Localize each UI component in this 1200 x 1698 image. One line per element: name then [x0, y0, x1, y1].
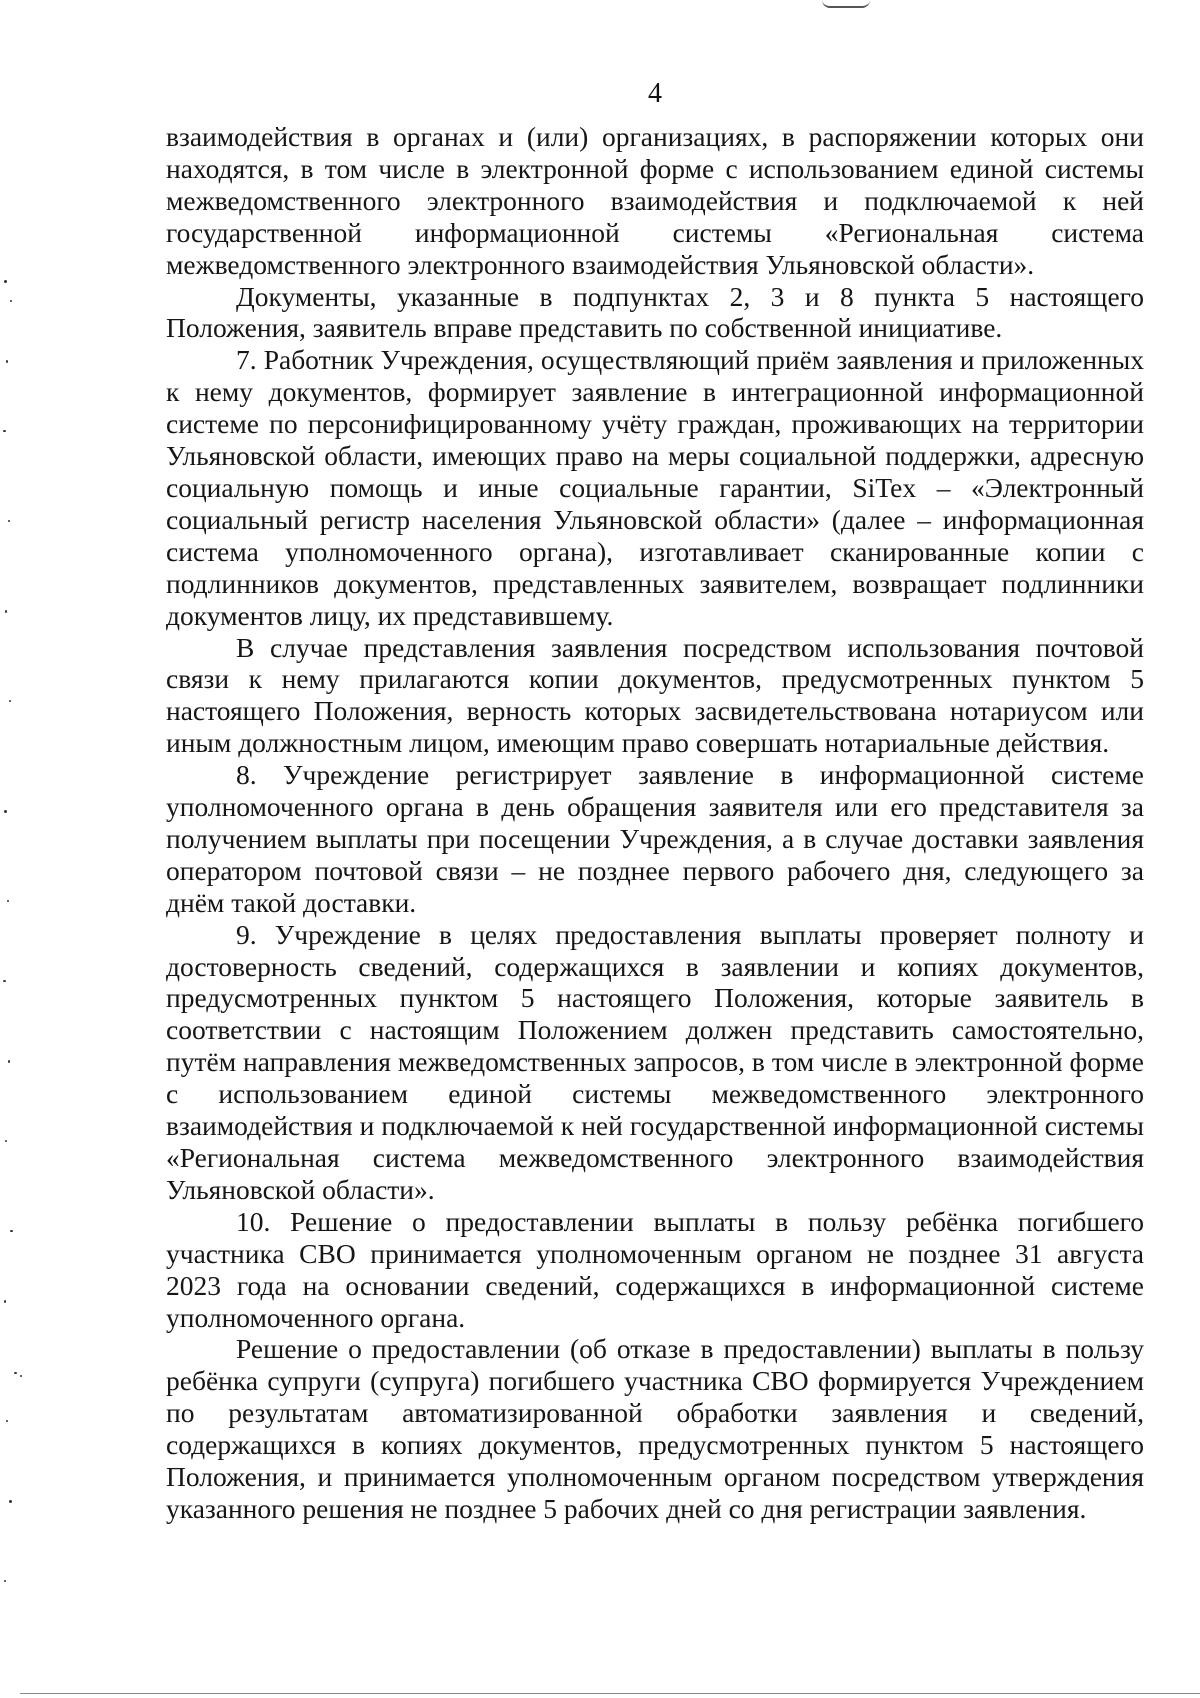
paragraph-item-7: 7. Работник Учреждения, осуществляющий приём заявления и приложенных к нему документов, формирует заявление в интеграционной информационной системе по персонифицированному учёту граждан, проживающих на территории Ульяновской области, имеющих право на меры социальной поддержки, адресную социальную помощь и иные социальные гарантии, SiTex – «Электронный социальный регистр населения Ульяновской области» (далее – информационная система уполномоченного органа), изготавливает сканированные копии с подлинников документов, представленных заявителем, возвращает подлинники документов лицу, их представившему. — [166, 344, 1144, 631]
scan-mark — [822, 0, 870, 8]
scan-edge-artifacts — [0, 0, 24, 1698]
paragraph-item-9: 9. Учреждение в целях предоставления выплаты проверяет полноту и достоверность сведений, содержащихся в заявлении и копиях документов, предусмотренных пунктом 5 настоящего Положения, которые заявитель в соответствии с настоящим Положением должен представить самостоятельно, путём направления межведомственных запросов, в том числе в электронной форме с использованием единой системы межведомственного электронного взаимодействия и подключаемой к ней государственной информационной системы «Региональная система межведомственного электронного взаимодействия Ульяновской области». — [166, 918, 1144, 1205]
paragraph-postal-submission: В случае представления заявления посредством использования почтовой связи к нему прилагаются копии документов, предусмотренных пунктом 5 настоящего Положения, верность которых засвидетельствована нотариусом или иным должностным лицом, имеющим право совершать нотариальные действия. — [166, 631, 1144, 759]
document-body — [166, 121, 1144, 1525]
paragraph-documents-own-initiative: Документы, указанные в подпунктах 2, 3 и 8 пункта 5 настоящего Положения, заявитель вправе представить по собственной инициативе. — [166, 280, 1144, 344]
paragraph-item-8: 8. Учреждение регистрирует заявление в информационной системе уполномоченного органа в день обращения заявителя или его представителя за получением выплаты при посещении Учреждения, а в случае доставки заявления оператором почтовой связи – не позднее первого рабочего дня, следующего за днём такой доставки. — [166, 759, 1144, 918]
paragraph-decision-spouse-child: Решение о предоставлении (об отказе в предоставлении) выплаты в пользу ребёнка супруги (супруга) погибшего участника СВО формируется Учреждением по результатам автоматизированной обработки заявления и сведений, содержащихся в копиях документов, предусмотренных пунктом 5 настоящего Положения, и принимается уполномоченным органом посредством утверждения указанного решения не позднее 5 рабочих дней со дня регистрации заявления. — [166, 1333, 1144, 1524]
paragraph-item-10: 10. Решение о предоставлении выплаты в пользу ребёнка погибшего участника СВО принимается уполномоченным органом не позднее 31 августа 2023 года на основании сведений, содержащихся в информационной системе уполномоченного органа. — [166, 1205, 1144, 1333]
paragraph-continuation: взаимодействия в органах и (или) организациях, в распоряжении которых они находятся, в том числе в электронной форме с использованием единой системы межведомственного электронного взаимодействия и подключаемой к ней государственной информационной системы «Региональная система межведомственного электронного взаимодействия Ульяновской области». — [166, 121, 1144, 280]
scan-bottom-edge — [20, 1693, 1200, 1694]
page-number: 4 — [648, 78, 662, 109]
